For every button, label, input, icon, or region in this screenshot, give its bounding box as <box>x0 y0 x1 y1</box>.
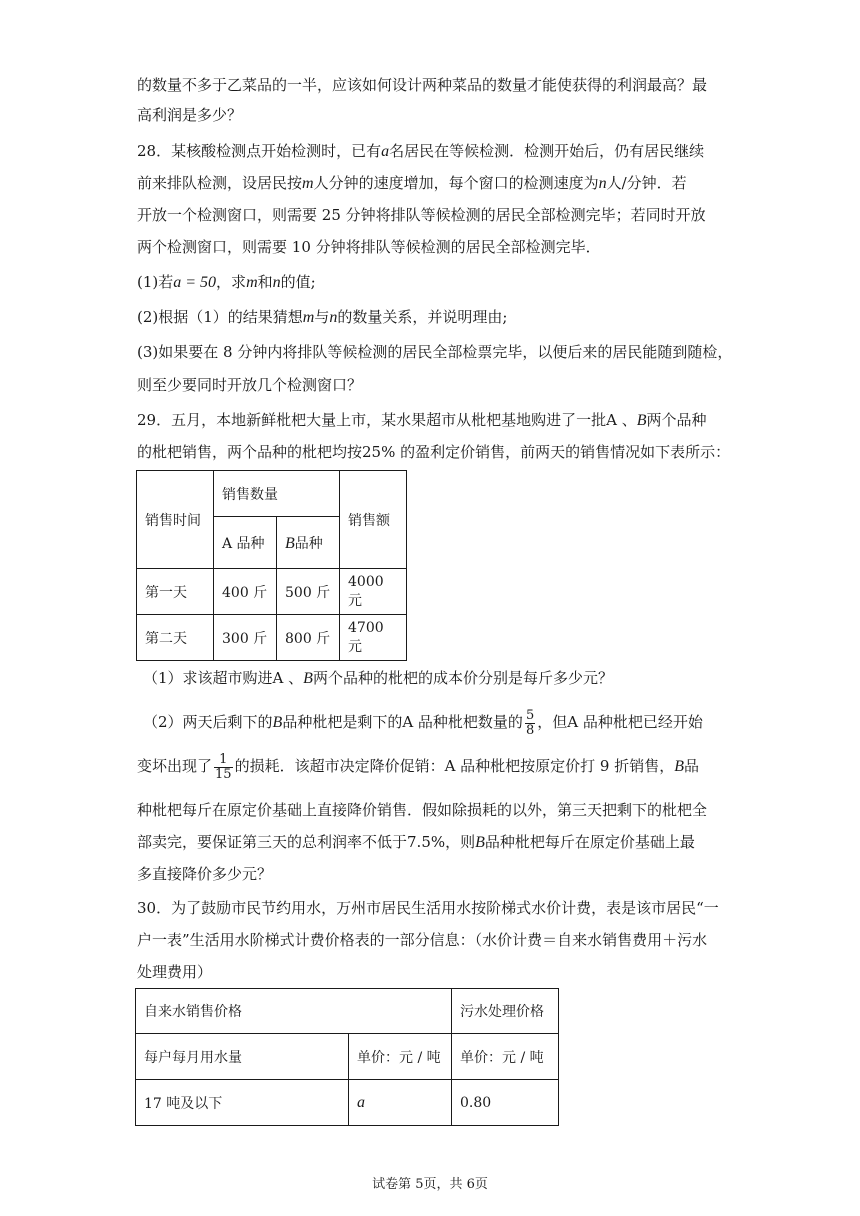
text-line: 高利润是多少？ <box>137 106 243 124</box>
question-28-line <box>137 141 704 162</box>
table-row <box>137 615 407 661</box>
question-28-part-3: 则至少要同时开放几个检测窗口？ <box>137 376 363 394</box>
text: 28．某核酸检测点开始检测时，已有 <box>137 142 382 160</box>
cell-a-qty: 400 斤 <box>214 569 277 615</box>
cell-day: 第一天 <box>137 569 214 615</box>
cell-b-qty: 500 斤 <box>277 569 340 615</box>
cell-price <box>349 1080 452 1126</box>
text: 人/分钟．若 <box>606 174 687 192</box>
var-a: a <box>357 1093 365 1111</box>
var-m: m <box>302 175 314 192</box>
fraction-numerator: 1 <box>214 753 233 768</box>
var-m: m <box>302 309 315 326</box>
question-28-part-2 <box>137 307 507 328</box>
question-28-line: 两个检测窗口，则需要 10 分钟将排队等候检测的居民全部检测完毕． <box>137 238 601 256</box>
var-B: B <box>475 834 485 851</box>
header-unit-price: 单价：元 / 吨 <box>349 1034 452 1080</box>
question-30-line: 处理费用） <box>137 963 213 981</box>
question-29-sub-2 <box>137 832 695 853</box>
header-variety-b <box>277 517 340 569</box>
text: 的值; <box>280 273 316 291</box>
text-line: 的数量不多于乙菜品的一半，应该如何设计两种菜品的数量才能使获得的利润最高？最 <box>137 76 708 94</box>
text: 与 <box>314 308 330 326</box>
text: (2)根据（1）的结果猜想 <box>137 308 303 326</box>
text: 品种枇杷每斤在原定价基础上最 <box>484 833 695 851</box>
text: 两个品种的枇杷的成本价分别是每斤多少元？ <box>312 669 613 687</box>
var-B: B <box>674 758 685 775</box>
question-29-sub-2 <box>137 750 699 783</box>
question-28-line <box>137 173 687 194</box>
var-B: B <box>272 714 283 731</box>
var-m: m <box>246 274 258 291</box>
cell-b-qty: 800 斤 <box>277 615 340 661</box>
question-28-part-1 <box>137 272 316 293</box>
header-monthly-usage: 每户每月用水量 <box>136 1034 349 1080</box>
text: （1）求该超市购进A 、 <box>143 669 304 687</box>
text: 的损耗．该超市决定降价促销：A 品种枇杷按原定价打 9 折销售， <box>234 757 675 775</box>
formula-a-eq-50: a = 50 <box>173 274 217 291</box>
var-a: a <box>381 143 390 160</box>
text: 人分钟的速度增加，每个窗口的检测速度为 <box>313 174 599 192</box>
fraction-5-8 <box>525 709 535 738</box>
table-row <box>136 1080 559 1126</box>
text: 品种枇杷是剩下的A 品种枇杷数量的 <box>282 713 523 731</box>
water-price-table <box>135 988 559 1126</box>
header-sales-amount: 销售额 <box>340 471 407 569</box>
table-row <box>137 569 407 615</box>
text: ，但A 品种枇杷已经开始 <box>537 713 703 731</box>
text: 29．五月，本地新鲜枇杷大量上市，某水果超市从枇杷基地购进了一批A 、 <box>137 411 637 429</box>
text: 和 <box>257 273 273 291</box>
cell-a-qty: 300 斤 <box>214 615 277 661</box>
question-30-line: 户一表”生活用水阶梯式计费价格表的一部分信息：（水价计费＝自来水销售费用＋污水 <box>137 931 708 949</box>
page-footer: 试卷第 5页，共 6页 <box>372 1177 488 1192</box>
header-variety-a: A 品种 <box>214 517 277 569</box>
text: 品 <box>684 757 700 775</box>
question-29-sub-1 <box>143 668 613 689</box>
header-sales-time: 销售时间 <box>137 471 214 569</box>
fraction-1-15 <box>214 753 233 782</box>
text: （2）两天后剩下的 <box>143 713 273 731</box>
var-B: B <box>285 534 295 552</box>
text: 的数量关系，并说明理由; <box>337 308 508 326</box>
text: 变坏出现了 <box>137 757 213 775</box>
sales-table <box>136 470 407 661</box>
text: ，求 <box>216 273 247 291</box>
header-unit-price: 单价：元 / 吨 <box>452 1034 559 1080</box>
cell-usage: 17 吨及以下 <box>136 1080 349 1126</box>
var-B: B <box>303 670 313 687</box>
text: (1)若 <box>137 273 174 291</box>
var-n: n <box>329 309 338 326</box>
text: 名居民在等候检测．检测开始后，仍有居民继续 <box>389 142 705 160</box>
fraction-denominator: 15 <box>215 766 232 782</box>
fraction-denominator: 8 <box>525 722 535 738</box>
fraction-numerator: 5 <box>525 707 535 723</box>
header-sales-quantity: 销售数量 <box>214 471 340 517</box>
question-28-part-3: (3)如果要在 8 分钟内将排队等候检测的居民全部检票完毕，以便后来的居民能随到随检， <box>137 343 733 361</box>
cell-amount: 4700 元 <box>340 615 407 661</box>
question-28-line: 开放一个检测窗口，则需要 25 分钟将排队等候检测的居民全部检测完毕；若同时开放 <box>137 206 706 224</box>
question-29-sub-2: 种枇杷每斤在原定价基础上直接降价销售．假如除损耗的以外，第三天把剩下的枇杷全 <box>137 801 708 819</box>
text: 品种 <box>294 535 323 552</box>
var-n: n <box>598 175 607 192</box>
question-29-sub-2: 多直接降价多少元？ <box>137 865 273 883</box>
question-29-line: 的枇杷销售，两个品种的枇杷均按25% 的盈利定价销售，前两天的销售情况如下表所示： <box>137 443 731 461</box>
text: 两个品种 <box>646 411 707 429</box>
header-sewage-price: 污水处理价格 <box>452 989 559 1034</box>
var-B: B <box>636 412 647 429</box>
question-29-line <box>137 410 707 431</box>
cell-day: 第二天 <box>137 615 214 661</box>
var-n: n <box>272 274 281 291</box>
text: 前来排队检测，设居民按 <box>137 174 303 192</box>
question-29-sub-2 <box>143 706 703 739</box>
text: 部卖完，要保证第三天的总利润率不低于7.5%，则 <box>137 833 476 851</box>
question-30-line: 30．为了鼓励市民节约用水，万州市居民生活用水按阶梯式水价计费，表是该市居民“一 <box>137 899 719 917</box>
header-tap-water-price: 自来水销售价格 <box>136 989 452 1034</box>
cell-sewage-price: 0.80 <box>452 1080 559 1126</box>
cell-amount: 4000 元 <box>340 569 407 615</box>
